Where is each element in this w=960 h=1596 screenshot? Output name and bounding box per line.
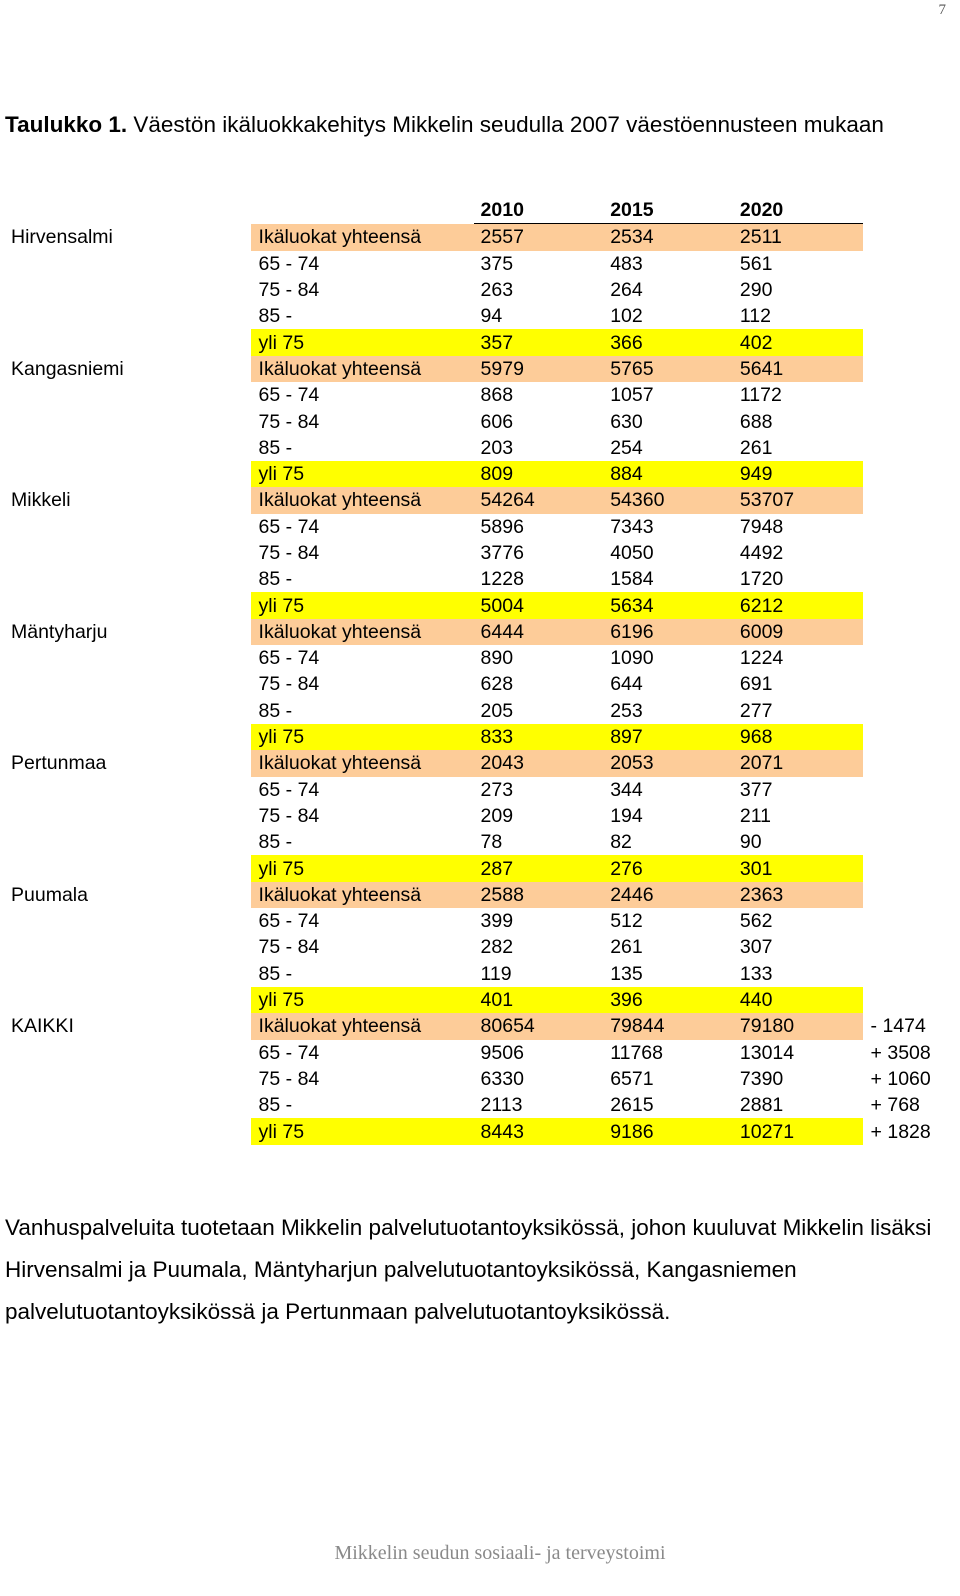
age-category: Ikäluokat yhteensä (251, 224, 474, 251)
table-row (4, 698, 960, 724)
table-row (4, 934, 960, 960)
page-footer: Mikkelin seudun sosiaali- ja terveystoimi (334, 1542, 666, 1564)
value-cell: 868 (480, 384, 514, 407)
table-row (4, 566, 960, 592)
value-cell: 2615 (610, 1094, 654, 1117)
value-cell: 273 (480, 778, 514, 801)
age-category: 85 - (258, 436, 293, 459)
value-cell: 11768 (610, 1041, 663, 1064)
table-row (4, 487, 960, 513)
change-cell: - 1474 (870, 1015, 926, 1038)
change-cell: + 1060 (870, 1067, 931, 1090)
municipality-name: Mikkeli (11, 489, 71, 512)
value-cell: 253 (610, 699, 643, 722)
value-cell: 396 (603, 987, 733, 1013)
age-category: Ikäluokat yhteensä (251, 619, 474, 645)
value-cell: 440 (733, 987, 863, 1013)
value-cell: 1584 (610, 568, 654, 591)
age-category: Ikäluokat yhteensä (251, 750, 474, 776)
age-category: 75 - 84 (258, 804, 320, 827)
value-cell: 90 (739, 831, 762, 854)
table-row (4, 277, 960, 303)
table-row (4, 592, 960, 618)
value-cell: 4050 (610, 542, 654, 564)
age-category: 85 - (258, 699, 293, 722)
value-cell: 402 (733, 329, 863, 355)
table-row (4, 251, 960, 277)
value-cell: 53707 (733, 487, 863, 513)
age-category: 75 - 84 (258, 936, 320, 959)
age-category: 75 - 84 (258, 410, 320, 433)
value-cell: 13014 (739, 1041, 795, 1064)
municipality-name: Pertunmaa (11, 752, 107, 775)
age-category: 75 - 84 (258, 673, 320, 696)
value-cell: 5765 (603, 356, 733, 382)
municipality-name: Hirvensalmi (11, 226, 113, 249)
value-cell: 301 (733, 855, 863, 881)
age-category: yli 75 (251, 461, 474, 487)
value-cell: 4492 (739, 542, 784, 564)
table-row (4, 540, 960, 566)
value-cell: 5634 (603, 592, 733, 618)
age-category: 65 - 74 (258, 910, 320, 933)
table-caption (5, 110, 935, 139)
table-row (4, 1066, 960, 1092)
value-cell: 135 (610, 962, 643, 985)
age-category: 85 - (258, 1094, 293, 1117)
value-cell: 1172 (739, 384, 782, 407)
value-cell: 949 (733, 461, 863, 487)
value-cell: 54360 (603, 487, 733, 513)
value-cell: 483 (610, 252, 643, 275)
value-cell: 10271 (733, 1118, 863, 1144)
value-cell: 79180 (733, 1013, 863, 1039)
age-category: 65 - 74 (258, 252, 320, 275)
value-cell: 375 (480, 252, 514, 275)
age-category: Ikäluokat yhteensä (251, 882, 474, 908)
municipality-name: Mäntyharju (11, 620, 108, 643)
table-row (4, 408, 960, 434)
value-cell: 5979 (474, 356, 604, 382)
table-row (4, 329, 960, 355)
table-row (4, 514, 960, 540)
value-cell: 691 (739, 673, 773, 696)
table-row (4, 855, 960, 881)
value-cell: 5004 (474, 592, 604, 618)
value-cell: 688 (739, 410, 773, 433)
age-category: Ikäluokat yhteensä (251, 487, 474, 513)
age-category: yli 75 (251, 592, 474, 618)
value-cell: 606 (480, 410, 514, 433)
value-cell: 644 (610, 673, 643, 696)
table-row (4, 829, 960, 855)
value-cell: 344 (610, 778, 643, 801)
value-cell: 1720 (739, 568, 784, 591)
value-cell: 884 (603, 461, 733, 487)
table-row (4, 750, 960, 776)
table-row (4, 224, 960, 251)
age-category: 65 - 74 (258, 778, 320, 801)
value-cell: 9186 (603, 1118, 733, 1144)
age-category: Ikäluokat yhteensä (251, 356, 474, 382)
table-row (4, 645, 960, 671)
table-row (4, 1118, 960, 1144)
value-cell: 112 (739, 305, 771, 328)
value-cell: 2557 (474, 224, 604, 251)
value-cell: 6196 (603, 619, 733, 645)
value-cell: 512 (610, 910, 643, 933)
value-cell: 561 (739, 252, 773, 275)
age-category: 65 - 74 (258, 647, 320, 670)
value-cell: 9506 (480, 1041, 524, 1064)
table-row (4, 382, 960, 408)
change-cell: + 3508 (870, 1041, 931, 1064)
table-row (4, 724, 960, 750)
value-cell: 194 (610, 804, 643, 827)
municipality-name: KAIKKI (11, 1015, 74, 1038)
value-cell: 3776 (480, 542, 524, 564)
value-cell: 2053 (603, 750, 733, 776)
age-category: 85 - (258, 568, 293, 591)
value-cell: 5641 (733, 356, 863, 382)
caption-label: Taulukko 1. (5, 112, 128, 137)
table-row (4, 803, 960, 829)
value-cell: 2588 (474, 882, 604, 908)
value-cell: 562 (739, 910, 773, 933)
value-cell: 630 (610, 410, 643, 433)
age-category: 65 - 74 (258, 515, 320, 538)
table-row (4, 435, 960, 461)
value-cell: 54264 (474, 487, 604, 513)
value-cell: 119 (480, 962, 512, 985)
value-cell: 5896 (480, 515, 524, 538)
value-cell: 2511 (733, 224, 863, 251)
age-category: 75 - 84 (258, 279, 320, 302)
value-cell: 2113 (480, 1094, 523, 1117)
age-category: 85 - (258, 962, 293, 985)
value-cell: 209 (480, 804, 514, 827)
age-category: 85 - (258, 305, 293, 328)
table-row (4, 303, 960, 329)
age-category: yli 75 (251, 1118, 474, 1144)
age-category: 65 - 74 (258, 384, 320, 407)
table-row (4, 987, 960, 1013)
municipality-name: Puumala (11, 883, 88, 906)
municipality-name: Kangasniemi (11, 357, 124, 380)
value-cell: 2071 (733, 750, 863, 776)
year-header: 2015 (603, 197, 733, 224)
value-cell: 968 (733, 724, 863, 750)
value-cell: 211 (739, 804, 771, 827)
value-cell: 357 (474, 329, 604, 355)
change-cell: + 768 (870, 1094, 920, 1117)
value-cell: 205 (480, 699, 514, 722)
table-row (4, 961, 960, 987)
age-category: yli 75 (251, 987, 474, 1013)
value-cell: 890 (480, 647, 514, 670)
value-cell: 1057 (610, 384, 654, 407)
table-row (4, 619, 960, 645)
age-category: Ikäluokat yhteensä (251, 1013, 474, 1039)
value-cell: 6009 (733, 619, 863, 645)
value-cell: 2043 (474, 750, 604, 776)
age-category: yli 75 (251, 855, 474, 881)
value-cell: 264 (610, 279, 643, 302)
value-cell: 82 (610, 831, 632, 854)
value-cell: 203 (480, 436, 514, 459)
value-cell: 2363 (733, 882, 863, 908)
value-cell: 366 (603, 329, 733, 355)
value-cell: 287 (474, 855, 604, 881)
value-cell: 80654 (474, 1013, 604, 1039)
value-cell: 8443 (474, 1118, 604, 1144)
value-cell: 833 (474, 724, 604, 750)
value-cell: 377 (739, 778, 773, 801)
year-header: 2020 (733, 197, 863, 224)
age-category: yli 75 (251, 724, 474, 750)
value-cell: 399 (480, 910, 514, 933)
value-cell: 290 (739, 279, 773, 302)
table-row (4, 1092, 960, 1118)
value-cell: 263 (480, 279, 514, 302)
table-row (4, 908, 960, 934)
change-cell: + 1828 (870, 1120, 931, 1143)
table-header-row (4, 197, 960, 224)
value-cell: 628 (480, 673, 514, 696)
value-cell: 79844 (603, 1013, 733, 1039)
age-category: 75 - 84 (258, 542, 320, 564)
value-cell: 7390 (739, 1067, 784, 1090)
table-row (4, 461, 960, 487)
value-cell: 78 (480, 831, 503, 854)
value-cell: 6212 (733, 592, 863, 618)
table-row (4, 1013, 960, 1039)
value-cell: 7343 (610, 515, 654, 538)
value-cell: 7948 (739, 515, 784, 538)
value-cell: 94 (480, 305, 503, 328)
value-cell: 261 (610, 936, 643, 959)
value-cell: 307 (739, 936, 773, 959)
value-cell: 1228 (480, 568, 524, 591)
value-cell: 2534 (603, 224, 733, 251)
value-cell: 2446 (603, 882, 733, 908)
value-cell: 2881 (739, 1094, 784, 1117)
value-cell: 897 (603, 724, 733, 750)
value-cell: 133 (739, 962, 773, 985)
value-cell: 6571 (610, 1067, 654, 1090)
table-row (4, 356, 960, 382)
value-cell: 254 (610, 436, 643, 459)
table-row (4, 882, 960, 908)
table-row (4, 671, 960, 697)
body-paragraph: Vanhuspalveluita tuotetaan Mikkelin palvelutuotantoyksikössä, johon kuuluvat Mikkelin lisäksi Hirvensalmi ja Puumala, Mäntyharjun palvelutuotantoyksikössä, Kangasniemen palvelutuotantoyksikössä ja Pertunmaan palvelutuotantoyksikössä. (5, 1215, 932, 1324)
age-category: yli 75 (251, 329, 474, 355)
value-cell: 401 (474, 987, 604, 1013)
page-number: 7 (938, 2, 946, 18)
table-row (4, 777, 960, 803)
age-category: 75 - 84 (258, 1067, 320, 1090)
value-cell: 6444 (474, 619, 604, 645)
value-cell: 1090 (610, 647, 654, 670)
value-cell: 261 (739, 436, 773, 459)
caption-text: Väestön ikäluokkakehitys Mikkelin seudulla 2007 väestöennusteen mukaan (133, 112, 884, 137)
table-row (4, 1040, 960, 1066)
population-table (4, 197, 960, 1145)
value-cell: 1224 (739, 647, 784, 670)
value-cell: 276 (603, 855, 733, 881)
value-cell: 102 (610, 305, 643, 328)
value-cell: 809 (474, 461, 604, 487)
age-category: 85 - (258, 831, 293, 854)
value-cell: 6330 (480, 1067, 524, 1090)
value-cell: 277 (739, 699, 773, 722)
value-cell: 282 (480, 936, 514, 959)
age-category: 65 - 74 (258, 1041, 320, 1064)
year-header: 2010 (474, 197, 604, 224)
